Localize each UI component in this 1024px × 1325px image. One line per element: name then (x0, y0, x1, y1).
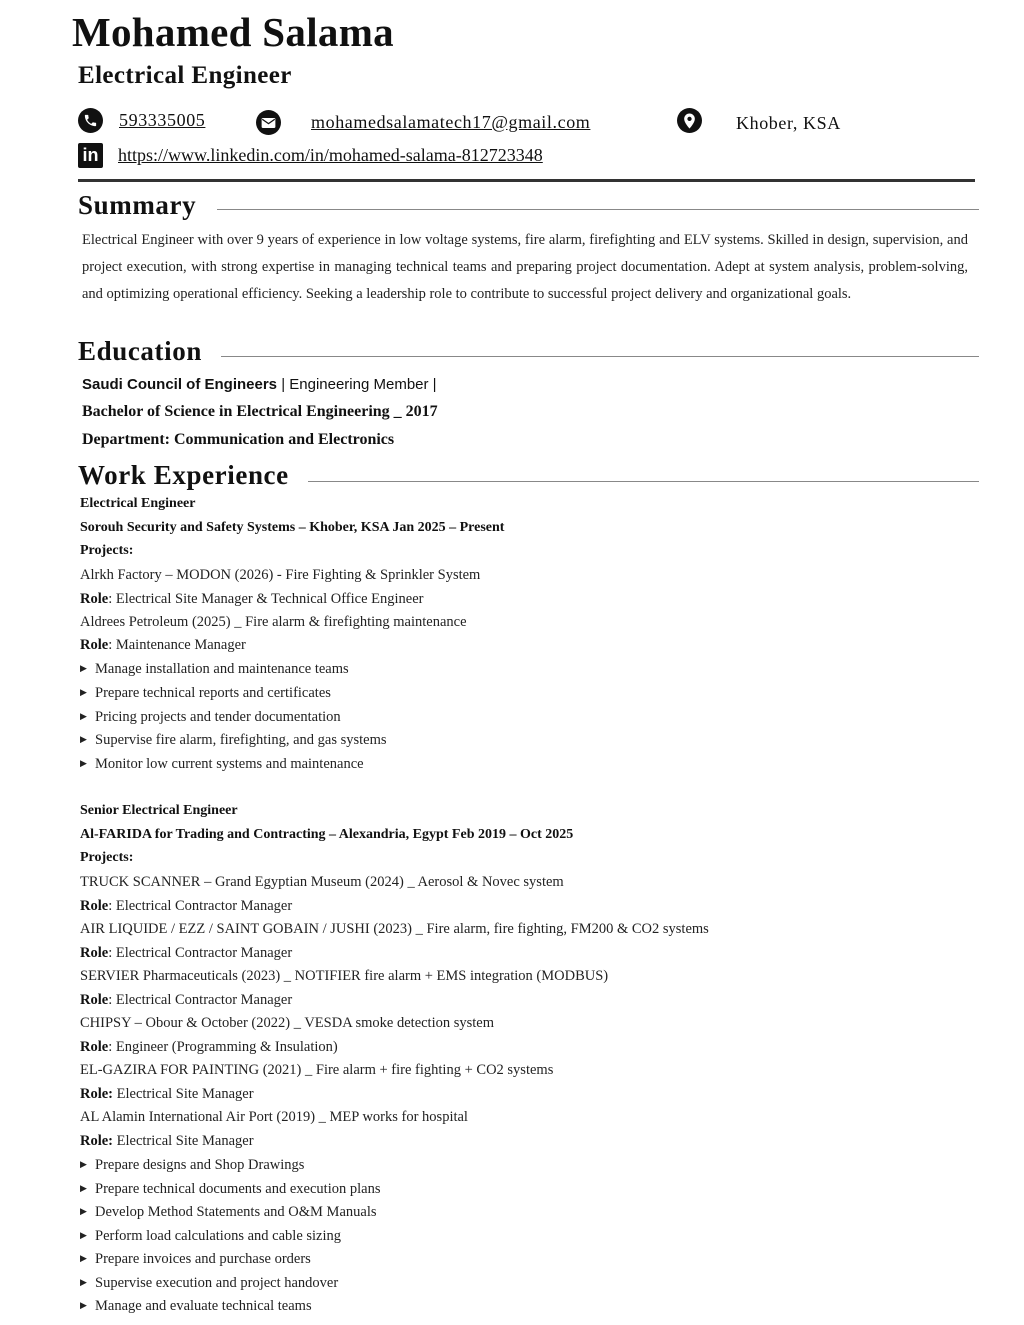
job2-role-1 (80, 898, 292, 915)
list-item: ▶ Prepare designs and Shop Drawings (80, 1157, 305, 1173)
job2-project-4: CHIPSY – Obour & October (2022) _ VESDA smoke detection system (80, 1015, 495, 1031)
job2-projects-label: Projects: (80, 850, 134, 865)
degree-line: Bachelor of Science in Electrical Engineering _ 2017 (82, 403, 438, 420)
list-item: ▶ Prepare technical reports and certificates (80, 685, 331, 701)
list-item: ▶ Prepare technical documents and execution plans (80, 1181, 381, 1197)
list-item: ▶ Pricing projects and tender documentation (80, 709, 341, 725)
job1-role-1 (80, 591, 424, 608)
bullet-icon: ▶ (80, 1159, 87, 1169)
candidate-name: Mohamed Salama (72, 9, 394, 55)
job1-project-1: Alrkh Factory – MODON (2026) - Fire Fighting & Sprinkler System (80, 567, 481, 583)
job1-projects-label: Projects: (80, 543, 134, 558)
work-heading: Work Experience (78, 460, 289, 490)
bullet-icon: ▶ (80, 663, 87, 673)
role-value: : Electrical Contractor Manager (108, 898, 293, 914)
job2-company: Al-FARIDA for Trading and Contracting – Alexandria, Egypt Feb 2019 – Oct 2025 (80, 827, 574, 842)
role-value: : Engineer (Programming & Insulation) (108, 1039, 338, 1055)
summary-rule (217, 209, 979, 210)
phone-icon (78, 108, 103, 133)
job1-company: Sorouh Security and Safety Systems – Khober, KSA Jan 2025 – Present (80, 520, 505, 535)
location-text: Khober, KSA (736, 113, 841, 133)
council-name: Saudi Council of Engineers (82, 376, 278, 393)
job2-title: Senior Electrical Engineer (80, 803, 238, 818)
job2-role-4 (80, 1039, 338, 1056)
council-line (82, 376, 437, 393)
role-label: Role (80, 1039, 109, 1055)
bullet-icon: ▶ (80, 1183, 87, 1193)
role-value: : Electrical Site Manager & Technical Office Engineer (108, 591, 424, 607)
list-item: ▶ Supervise fire alarm, firefighting, and gas systems (80, 732, 387, 748)
bullet-icon: ▶ (80, 1230, 87, 1240)
work-rule (308, 481, 979, 482)
job1-project-2: Aldrees Petroleum (2025) _ Fire alarm & firefighting maintenance (80, 614, 467, 630)
job2-role-5 (80, 1086, 254, 1103)
role-value: : Electrical Contractor Manager (108, 945, 293, 961)
job1-role-2 (80, 637, 246, 654)
location-icon (677, 108, 702, 133)
job2-project-6: AL Alamin International Air Port (2019) _ MEP works for hospital (80, 1109, 468, 1125)
list-item: ▶ Monitor low current systems and maintenance (80, 756, 364, 772)
role-label: Role (80, 898, 109, 914)
job2-project-5: EL-GAZIRA FOR PAINTING (2021) _ Fire alarm + fire fighting + CO2 systems (80, 1062, 554, 1078)
role-value: : Electrical Contractor Manager (108, 992, 293, 1008)
job2-role-2 (80, 945, 292, 962)
role-label: Role: (80, 1133, 114, 1149)
job-title: Electrical Engineer (78, 62, 292, 89)
list-item: ▶ Prepare invoices and purchase orders (80, 1251, 311, 1267)
list-item: ▶ Manage installation and maintenance teams (80, 661, 349, 677)
list-item: ▶ Supervise execution and project handover (80, 1275, 339, 1291)
role-label: Role (80, 945, 109, 961)
council-membership: | Engineering Member | (277, 376, 437, 393)
bullet-icon: ▶ (80, 711, 87, 721)
header-divider (78, 179, 975, 182)
job2-project-1: TRUCK SCANNER – Grand Egyptian Museum (2024) _ Aerosol & Novec system (80, 874, 564, 890)
phone-number[interactable]: 593335005 (119, 110, 206, 130)
department-line: Department: Communication and Electronics (82, 431, 395, 448)
job2-project-2: AIR LIQUIDE / EZZ / SAINT GOBAIN / JUSHI (2023) _ Fire alarm, fire fighting, FM200 & CO2 systems (80, 921, 709, 937)
bullet-icon: ▶ (80, 734, 87, 744)
linkedin-link[interactable]: https://www.linkedin.com/in/mohamed-salama-812723348 (118, 145, 543, 165)
linkedin-icon: in (78, 143, 103, 168)
bullet-icon: ▶ (80, 1206, 87, 1216)
role-value: Electrical Site Manager (113, 1086, 254, 1102)
bullet-icon: ▶ (80, 758, 87, 768)
role-label: Role (80, 591, 109, 607)
role-label: Role (80, 992, 109, 1008)
list-item: ▶ Perform load calculations and cable sizing (80, 1228, 342, 1244)
job2-role-6 (80, 1133, 254, 1150)
list-item: ▶ Develop Method Statements and O&M Manuals (80, 1204, 377, 1220)
bullet-icon: ▶ (80, 1300, 87, 1310)
bullet-icon: ▶ (80, 1253, 87, 1263)
role-label: Role: (80, 1086, 114, 1102)
job1-title: Electrical Engineer (80, 496, 196, 511)
summary-text: Electrical Engineer with over 9 years of experience in low voltage systems, fire alarm, firefighting and ELV systems. Skilled in design, supervision, and project execution, with strong expertise in managing technical teams and preparing project documentation. Adept at system analysis, problem-solving, and optimizing operational efficiency. Seeking a leadership role to contribute to successful project delivery and organizational goals. (82, 232, 968, 302)
role-value: : Maintenance Manager (108, 637, 246, 653)
list-item: ▶ Manage and evaluate technical teams (80, 1298, 312, 1314)
role-value: Electrical Site Manager (113, 1133, 254, 1149)
job2-role-3 (80, 992, 292, 1009)
bullet-icon: ▶ (80, 1277, 87, 1287)
role-label: Role (80, 637, 109, 653)
email-link[interactable]: mohamedsalamatech17@gmail.com (311, 112, 591, 132)
email-icon (256, 110, 281, 135)
summary-heading: Summary (78, 190, 197, 220)
education-rule (221, 356, 979, 357)
education-heading: Education (78, 336, 202, 366)
bullet-icon: ▶ (80, 687, 87, 697)
job2-project-3: SERVIER Pharmaceuticals (2023) _ NOTIFIER fire alarm + EMS integration (MODBUS) (80, 968, 609, 984)
